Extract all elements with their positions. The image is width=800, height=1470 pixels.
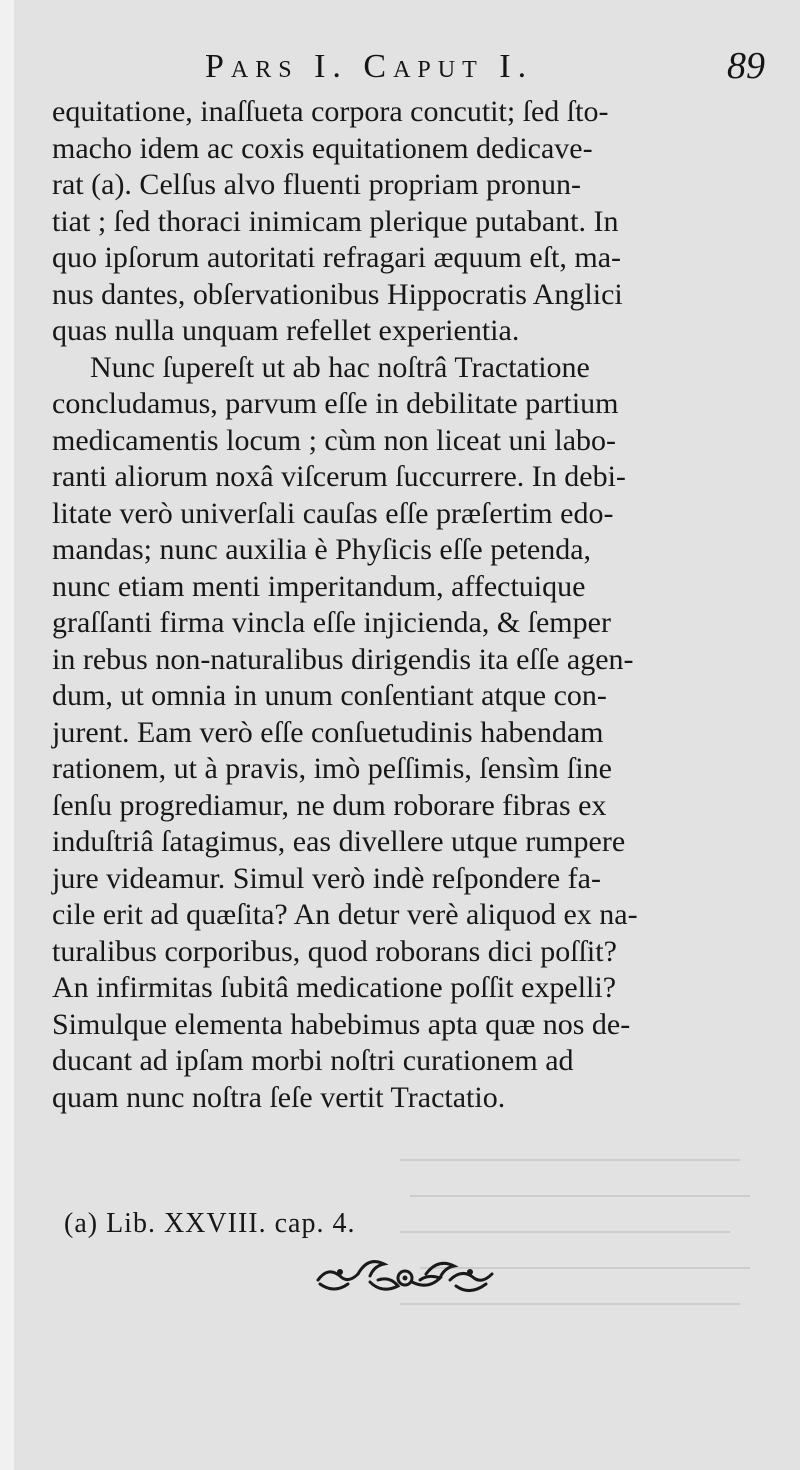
text-line: ducant ad ipſam morbi noſtri curationem ad: [52, 1044, 574, 1077]
text-line: An infirmitas ſubitâ medicatione poſſit expelli?: [52, 971, 617, 1004]
text-line: graſſanti firma vincla eſſe injicienda, & ſemper: [52, 606, 611, 639]
text-line: mandas; nunc auxilia è Phyſicis eſſe petenda,: [52, 533, 592, 566]
text-line: cile erit ad quæſita? An detur verè aliquod ex na-: [52, 898, 638, 931]
text-line: dum, ut omnia in unum conſentiant atque con-: [52, 679, 607, 712]
footnote: (a) Lib. XXVIII. cap. 4.: [64, 1208, 356, 1239]
text-line: in rebus non-naturalibus dirigendis ita eſſe agen-: [52, 642, 634, 676]
paragraph-start-line: Nunc ſupereſt ut ab hac noſtrâ Tractatione: [90, 350, 590, 384]
page-edge: [0, 0, 14, 1470]
text-line: quam nunc noſtra ſeſe vertit Tractatio.: [52, 1080, 506, 1114]
text-line: jurent. Eam verò eſſe conſuetudinis habendam: [52, 715, 604, 749]
text-line: quo ipſorum autoritati refragari æquum eſt, ma-: [52, 241, 622, 274]
text-line: jure videamur. Simul verò indè reſpondere fa-: [52, 861, 601, 895]
text-line: nunc etiam menti imperitandum, affectuique: [52, 569, 586, 603]
text-line: concludamus, parvum eſſe in debilitate partium: [52, 387, 619, 420]
page-number: 89: [727, 45, 765, 87]
bleed-through-texture: [400, 1130, 760, 1350]
body-text: [52, 94, 752, 1116]
text-line: medicamentis locum ; cùm non liceat uni labo-: [52, 423, 617, 457]
running-head: Pars I. Caput I.: [205, 48, 534, 85]
text-line: rat (a). Celſus alvo fluenti propriam pronun-: [52, 168, 582, 201]
text-line: turalibus corporibus, quod roborans dici poſſit?: [52, 934, 617, 968]
text-line: quas nulla unquam refellet experientia.: [52, 314, 520, 347]
text-line: ſenſu progrediamur, ne dum roborare fibras ex: [52, 788, 607, 822]
text-line: Simulque elementa habebimus apta quæ nos de-: [52, 1007, 631, 1041]
text-line: nus dantes, obſervationibus Hippocratis Anglici: [52, 277, 623, 311]
text-line: rationem, ut à pravis, imò peſſimis, ſensìm ſine: [52, 752, 612, 785]
text-line: equitatione, inaſſueta corpora concutit; ſed ſto-: [52, 95, 609, 128]
page-header: [205, 44, 765, 92]
text-line: induſtriâ ſatagimus, eas divellere utque rumpere: [52, 825, 626, 858]
text-line: litate verò univerſali cauſas eſſe præſertim edo-: [52, 496, 614, 530]
text-line: macho idem ac coxis equitationem dedicave-: [52, 131, 593, 165]
text-line: tiat ; ſed thoraci inimicam plerique putabant. In: [52, 204, 619, 238]
text-line: ranti aliorum noxâ viſcerum ſuccurrere. In debi-: [52, 460, 626, 493]
